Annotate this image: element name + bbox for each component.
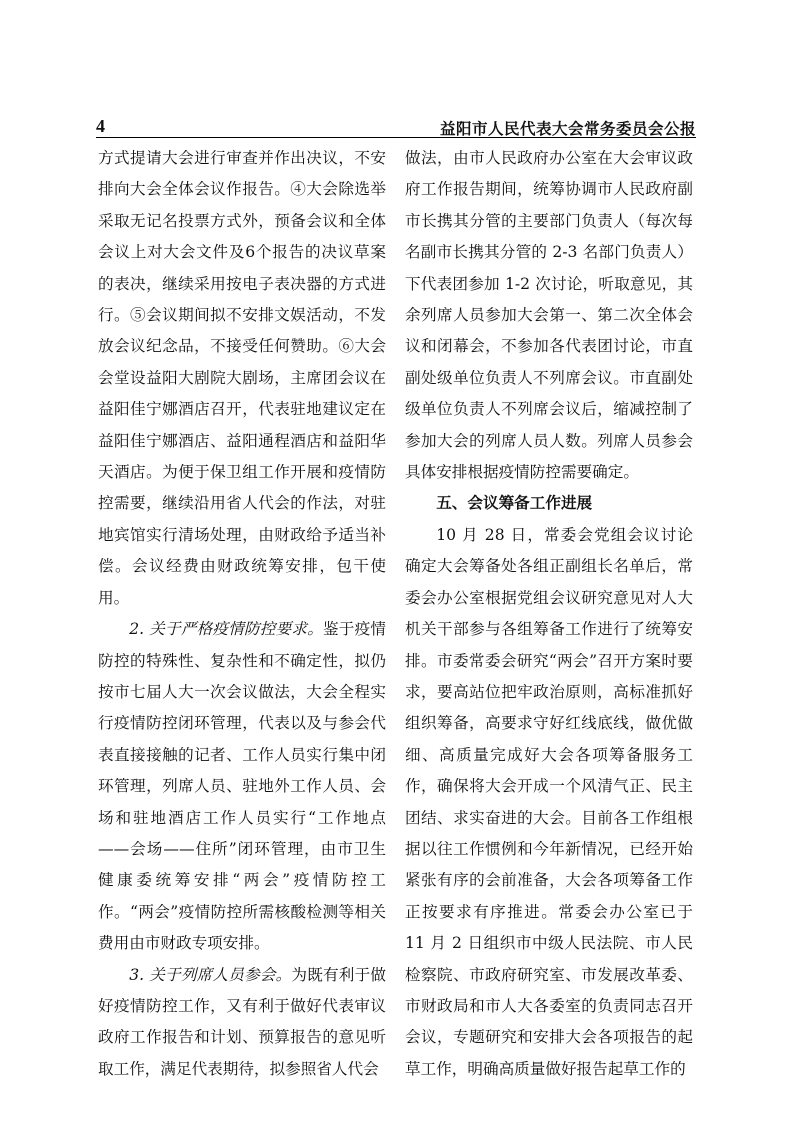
paragraph: [98, 614, 386, 959]
paragraph: [98, 960, 386, 1086]
right-column: [405, 143, 693, 1085]
paragraph: 做法，由市人民政府办公室在大会审议政府工作报告期间，统筹协调市人民政府副市长携其分管的主要部门负责人（每次每名副市长携其分管的 2-3 名部门负责人）下代表团参加 1-2 次讨论，听取意见，其余列席人员参加大会第一、第二次全体会议和闭幕会，不参加各代表团讨论，市直副处级单位负责人不列席会议。市直副处级单位负责人不列席会议后，缩减控制了参加大会的列席人员人数。列席人员参会具体安排根据疫情防控需要确定。: [405, 149, 693, 482]
paragraph-body: 鉴于疫情防控的特殊性、复杂性和不确定性，拟仍按市七届人大一次会议做法，大会全程实行疫情防控闭环管理，代表以及与参会代表直接接触的记者、工作人员实行集中闭环管理，列席人员、驻地外工作人员、会场和驻地酒店工作人员实行“工作地点——会场——住所”闭环管理，由市卫生健康委统筹安排“两会”疫情防控工作。“两会”疫情防控所需核酸检测等相关费用由市财政专项安排。: [98, 620, 386, 953]
page-header: [96, 116, 696, 138]
paragraph-lead: 2. 关于严格疫情防控要求。: [129, 620, 323, 639]
paragraph: 方式提请大会进行审查并作出决议，不安排向大会全体会议作报告。④大会除选举采取无记名投票方式外，预备会议和全体会议上对大会文件及6个报告的决议草案的表决，继续采用按电子表决器的方式进行。⑤会议期间拟不安排文娱活动，不发放会议纪念品，不接受任何赞助。⑥大会会堂设益阳大剧院大剧场，主席团会议在益阳佳宁娜酒店召开，代表驻地建议定在益阳佳宁娜酒店、益阳通程酒店和益阳华天酒店。为便于保卫组工作开展和疫情防控需要，继续沿用省人代会的作法，对驻地宾馆实行清场处理，由财政给予适当补偿。会议经费由财政统筹安排，包干使用。: [98, 149, 386, 607]
left-column: [98, 143, 386, 1085]
section-heading: 五、会议筹备工作进展: [436, 494, 593, 513]
header-rule: [96, 137, 696, 138]
page-number: 4: [96, 116, 105, 136]
paragraph: 10 月 28 日，常委会党组会议讨论确定大会筹备处各组正副组长名单后，常委会办公室根据党组会议研究意见对人大机关干部参与各组筹备工作进行了统筹安排。市委常委会研究“两会”召开方案时要求，要高站位把牢政治原则，高标准抓好组织筹备，高要求守好红线底线，做优做细、高质量完成好大会各项筹备服务工作，确保将大会开成一个风清气正、民主团结、求实奋进的大会。目前各工作组根据以往工作惯例和今年新情况，已经开始紧张有序的会前准备，大会各项筹备工作正按要求有序推进。常委会办公室已于 11 月 2 日组织市中级人民法院、市人民检察院、市政府研究室、市发展改革委、市财政局和市人大各委室的负责同志召开会议，专题研究和安排大会各项报告的起草工作，明确高质量做好报告起草工作的: [405, 525, 693, 1078]
journal-title: 益阳市人民代表大会常务委员会公报: [439, 119, 696, 138]
paragraph-body: 为既有利于做好疫情防控工作，又有利于做好代表审议政府工作报告和计划、预算报告的意见听取工作，满足代表期待，拟参照省人代会: [98, 965, 386, 1078]
paragraph-lead: 3. 关于列席人员参会。: [129, 965, 292, 984]
